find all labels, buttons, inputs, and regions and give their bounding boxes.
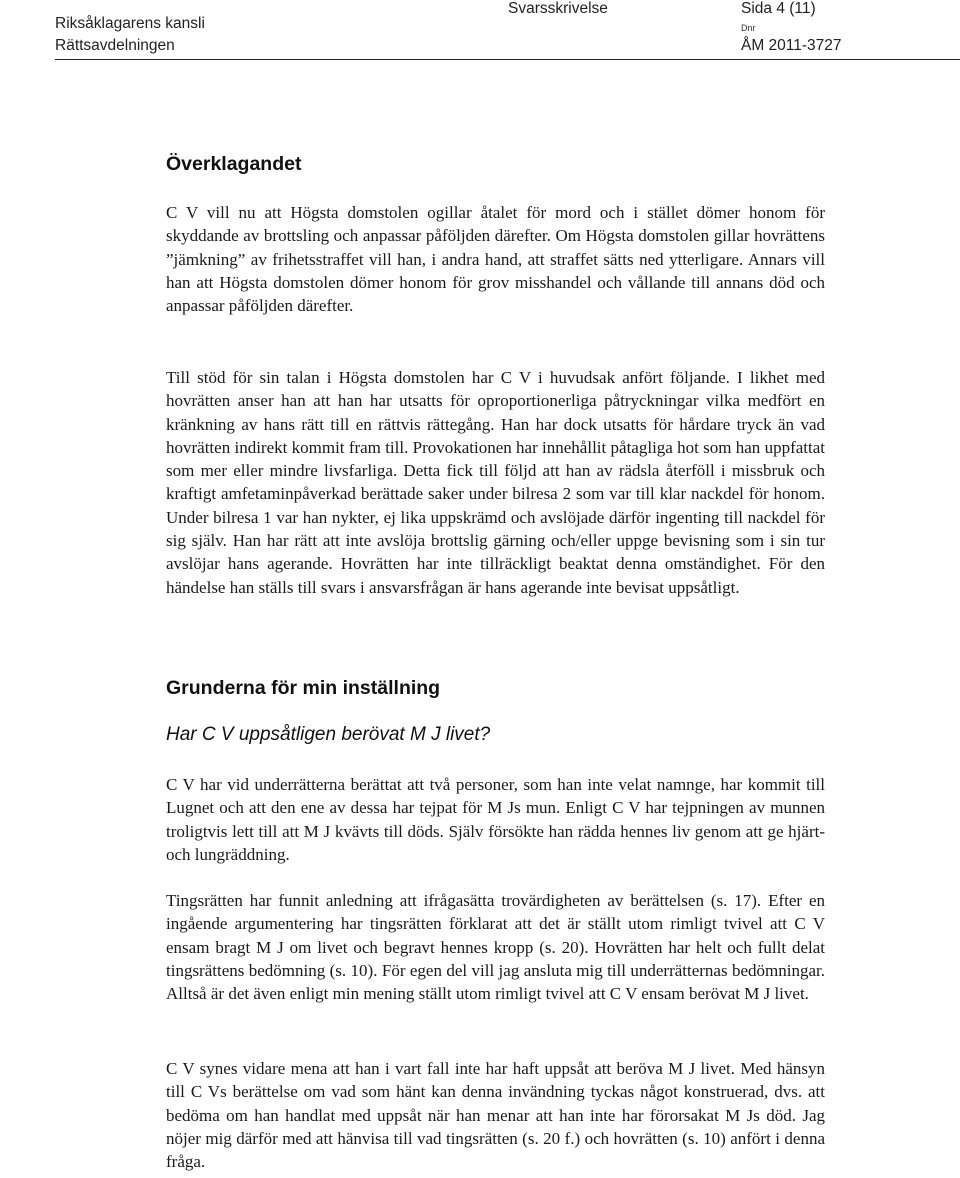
- header-doc-type: Svarsskrivelse: [508, 0, 608, 17]
- paragraph-grunderna-2: Tingsrätten har funnit anledning att ifrågasätta trovärdigheten av berättelsen (s. 17). Efter en ingående argumentering har tingsrätten förklarat att det är ställt utom rimligt tvivel att C V ensam bragt M J om livet och begravt hennes kropp (s. 20). Hovrätten har helt och fullt delat tingsrättens bedömning (s. 10). För egen del vill jag ansluta mig till underrätternas bedömningar. Alltså är det även enligt min mening ställt utom rimligt tvivel att C V ensam berövat M J livet.: [166, 891, 825, 1004]
- paragraph-overklagandet-1: C V vill nu att Högsta domstolen ogillar åtalet för mord och i stället dömer honom för skyddande av brottsling och anpassar påföljden därefter. Om Högsta domstolen gillar hovrättens ”jämkning” av frihetsstraffet vill han, i andra hand, att straffet sätts ned ytterligare. Annars vill han att Högsta domstolen dömer honom för grov misshandel och vållande till annans död och anpassar påföljden därefter.: [166, 203, 825, 316]
- heading-overklagandet: Överklagandet: [166, 153, 302, 175]
- paragraph-overklagandet-2: Till stöd för sin talan i Högsta domstolen har C V i huvudsak anfört följande. I likhet med hovrätten anser han att han har utsatts för oproportionerliga påtryckningar vilka medfört en kränkning av hans rätt till en rättvis rättegång. Han har dock utsatts för hårdare tryck än vad hovrätten indirekt kommit fram till. Provokationen har innehållit påtagliga hot som han uppfattat som mer eller mindre livsfarliga. Detta fick till följd att han av rädsla återföll i missbruk och kraftigt amfetaminpåverkad berättade saker under bilresa 2 som var till klar nackdel för honom. Under bilresa 1 var han nykter, ej lika uppskrämd och avslöjade därför ingenting till nackdel för sig själv. Han har rätt att inte avslöja brottslig gärning och/eller uppge bevisning som i sin tur avslöjar hans agerande. Hovrätten har inte tillräckligt beaktat denna omständighet. För den händelse han ställs till svars i ansvarsfrågan är hans agerande inte bevisat uppsåtligt.: [166, 368, 825, 597]
- paragraph-grunderna-3: C V synes vidare mena att han i vart fall inte har haft uppsåt att beröva M J livet. Med hänsyn till C Vs berättelse om vad som hänt kan denna invändning tyckas något konstruerad, dvs. att bedöma om han handlat med uppsåt när han menar att han inte har förorsakat M Js död. Jag nöjer mig därför med att hänvisa till vad tingsrätten (s. 20 f.) och hovrätten (s. 10) anfört i denna fråga.: [166, 1059, 825, 1172]
- subheading-question: Har C V uppsåtligen berövat M J livet?: [166, 724, 491, 745]
- heading-grunderna: Grunderna för min inställning: [166, 677, 441, 699]
- header-dept: Rättsavdelningen: [55, 37, 175, 54]
- header-rule: [55, 59, 960, 60]
- header-page-number: Sida 4 (11): [741, 0, 816, 17]
- paragraph-grunderna-1: C V har vid underrätterna berättat att två personer, som han inte velat namnge, har kommit till Lugnet och att den ene av dessa har tejpat för M Js mun. Enligt C V har tejpningen av munnen troligtvis lett till att M J kvävts till döds. Själv försökte han rädda hennes liv genom att ge hjärt- och lungräddning.: [166, 775, 825, 864]
- header-org: Riksåklagarens kansli: [55, 15, 205, 32]
- header-dnr-label: Dnr: [741, 23, 756, 33]
- header-dnr: ÅM 2011-3727: [741, 37, 842, 54]
